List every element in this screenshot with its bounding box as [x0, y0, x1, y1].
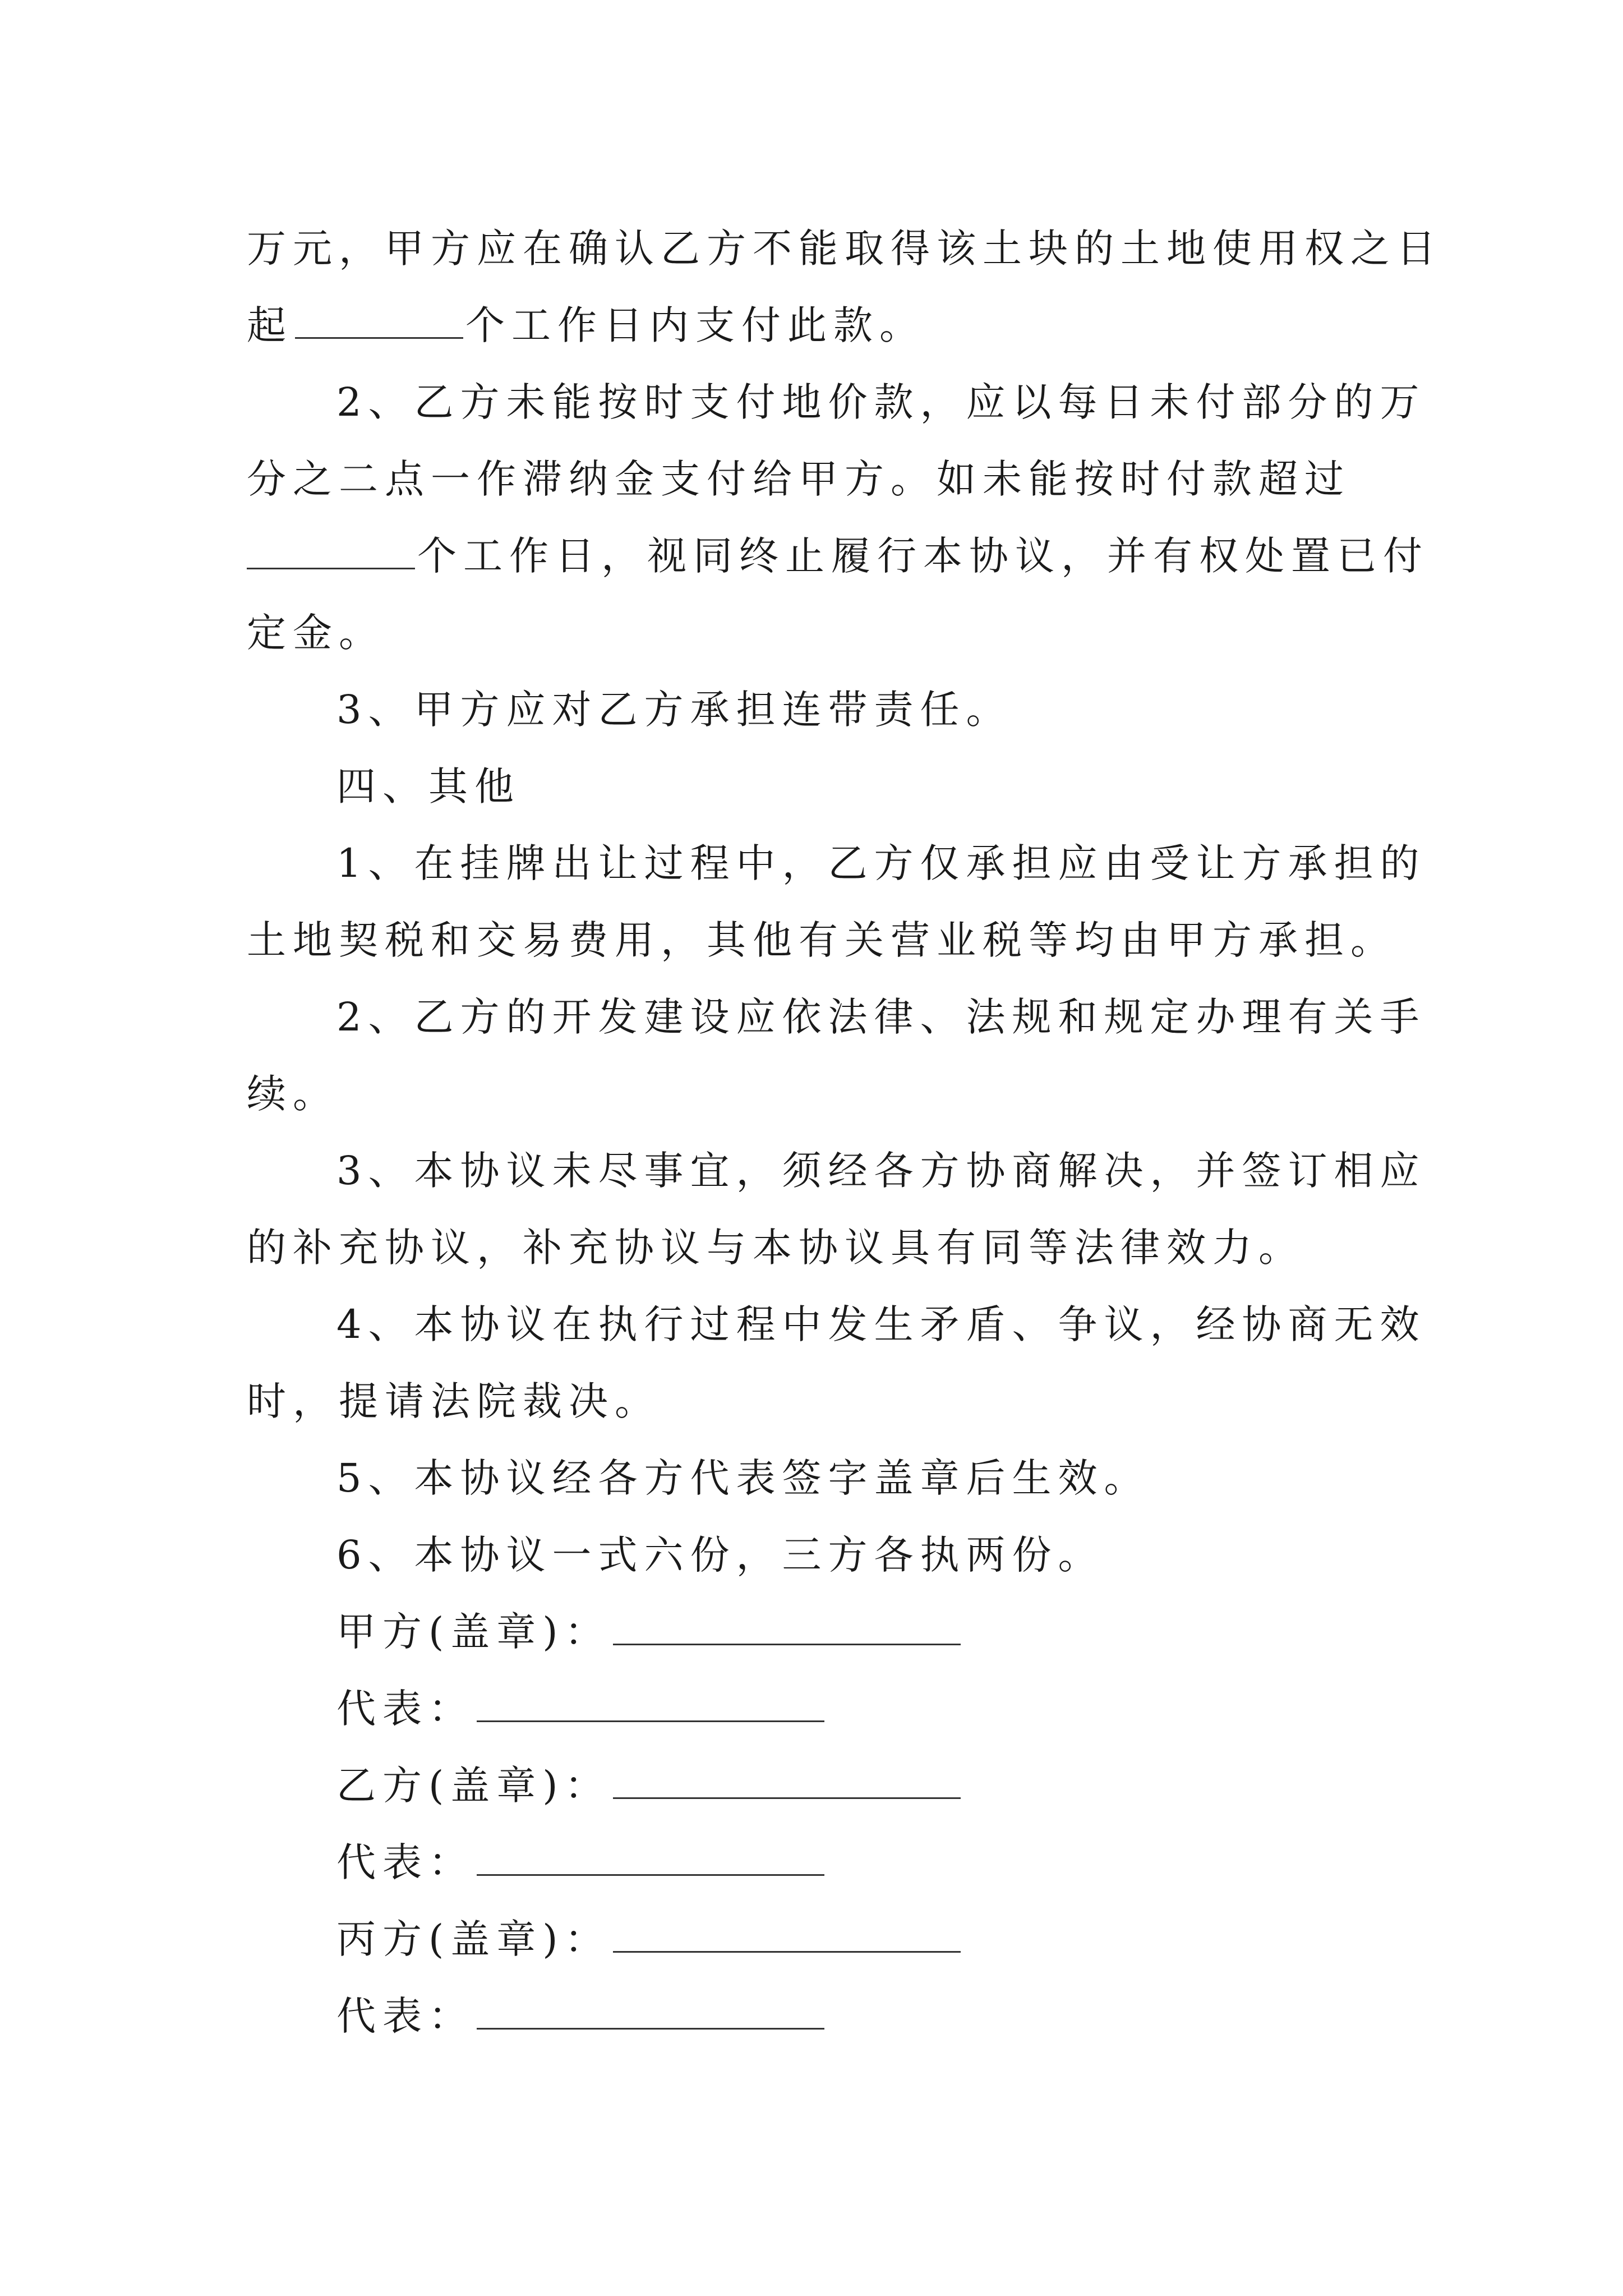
- signature-representative-c: [247, 1978, 1385, 2055]
- line-text: 4、本协议在执行过程中发生矛盾、争议，经协商无效: [336, 1301, 1426, 1347]
- paragraph-line: [247, 1209, 1385, 1286]
- signature-field[interactable]: [477, 2002, 824, 2030]
- paragraph-line: [247, 210, 1442, 287]
- line-text: 2、乙方未能按时支付地价款，应以每日未付部分的万: [336, 379, 1426, 425]
- line-text: 续。: [247, 1071, 339, 1117]
- signature-field[interactable]: [613, 1618, 961, 1645]
- signature-label: 代表：: [336, 1993, 474, 2039]
- line-text: 万元，甲方应在确认乙方不能取得该土块的土地使用权之日: [247, 226, 1442, 272]
- signature-field[interactable]: [613, 1772, 961, 1799]
- paragraph-line: [247, 1286, 1426, 1363]
- signature-party-b: [247, 1747, 1385, 1824]
- line-text: 的补充协议，补充协议与本协议具有同等法律效力。: [247, 1225, 1304, 1271]
- fill-in-blank[interactable]: [295, 311, 463, 339]
- line-text: 定金。: [247, 610, 385, 656]
- line-text: 6、本协议一式六份，三方各执两份。: [336, 1532, 1104, 1578]
- paragraph-line: [247, 1056, 1385, 1133]
- signature-label: 甲方(盖章)：: [336, 1609, 611, 1655]
- signature-party-c: [247, 1901, 1385, 1978]
- paragraph-line: [247, 518, 1429, 595]
- line-text: 四、其他: [336, 763, 520, 809]
- signature-field[interactable]: [613, 1925, 961, 1953]
- line-text: 个工作日内支付此款。: [465, 302, 925, 348]
- paragraph-line: [247, 902, 1396, 979]
- line-text: 起: [247, 302, 293, 348]
- paragraph-line: [247, 979, 1426, 1056]
- signature-field[interactable]: [477, 1695, 824, 1722]
- signature-label: 代表：: [336, 1839, 474, 1885]
- line-text: 个工作日，视同终止履行本协议，并有权处置已付: [417, 533, 1429, 579]
- signature-representative-a: [247, 1671, 1385, 1747]
- section-heading: [247, 748, 1385, 825]
- signature-label: 代表：: [336, 1686, 474, 1732]
- line-text: 5、本协议经各方代表签字盖章后生效。: [336, 1455, 1150, 1501]
- line-text: 1、在挂牌出让过程中，乙方仅承担应由受让方承担的: [336, 840, 1426, 886]
- paragraph-line: [247, 595, 1385, 671]
- paragraph-line: [247, 287, 1385, 364]
- paragraph-line: [247, 825, 1426, 902]
- paragraph-line: [247, 671, 1385, 748]
- line-text: 2、乙方的开发建设应依法律、法规和规定办理有关手: [336, 994, 1426, 1040]
- paragraph-line: [247, 364, 1426, 441]
- paragraph-line: [247, 441, 1385, 518]
- signature-label: 丙方(盖章)：: [336, 1916, 611, 1962]
- line-text: 时，提请法院裁决。: [247, 1378, 661, 1424]
- line-text: 3、本协议未尽事宜，须经各方协商解决，并签订相应: [336, 1148, 1426, 1194]
- paragraph-line: [247, 1363, 1385, 1440]
- paragraph-line: [247, 1133, 1426, 1209]
- paragraph-line: [247, 1440, 1385, 1517]
- signature-party-a: [247, 1594, 1385, 1671]
- line-text: 分之二点一作滞纳金支付给甲方。如未能按时付款超过: [247, 456, 1350, 502]
- signature-label: 乙方(盖章)：: [336, 1763, 611, 1809]
- line-text: 3、甲方应对乙方承担连带责任。: [336, 687, 1012, 733]
- signature-representative-b: [247, 1824, 1385, 1901]
- line-text: 土地契税和交易费用，其他有关营业税等均由甲方承担。: [247, 917, 1396, 963]
- document-body: [247, 210, 1442, 2055]
- fill-in-blank[interactable]: [247, 542, 415, 569]
- paragraph-line: [247, 1517, 1385, 1594]
- signature-field[interactable]: [477, 1848, 824, 1876]
